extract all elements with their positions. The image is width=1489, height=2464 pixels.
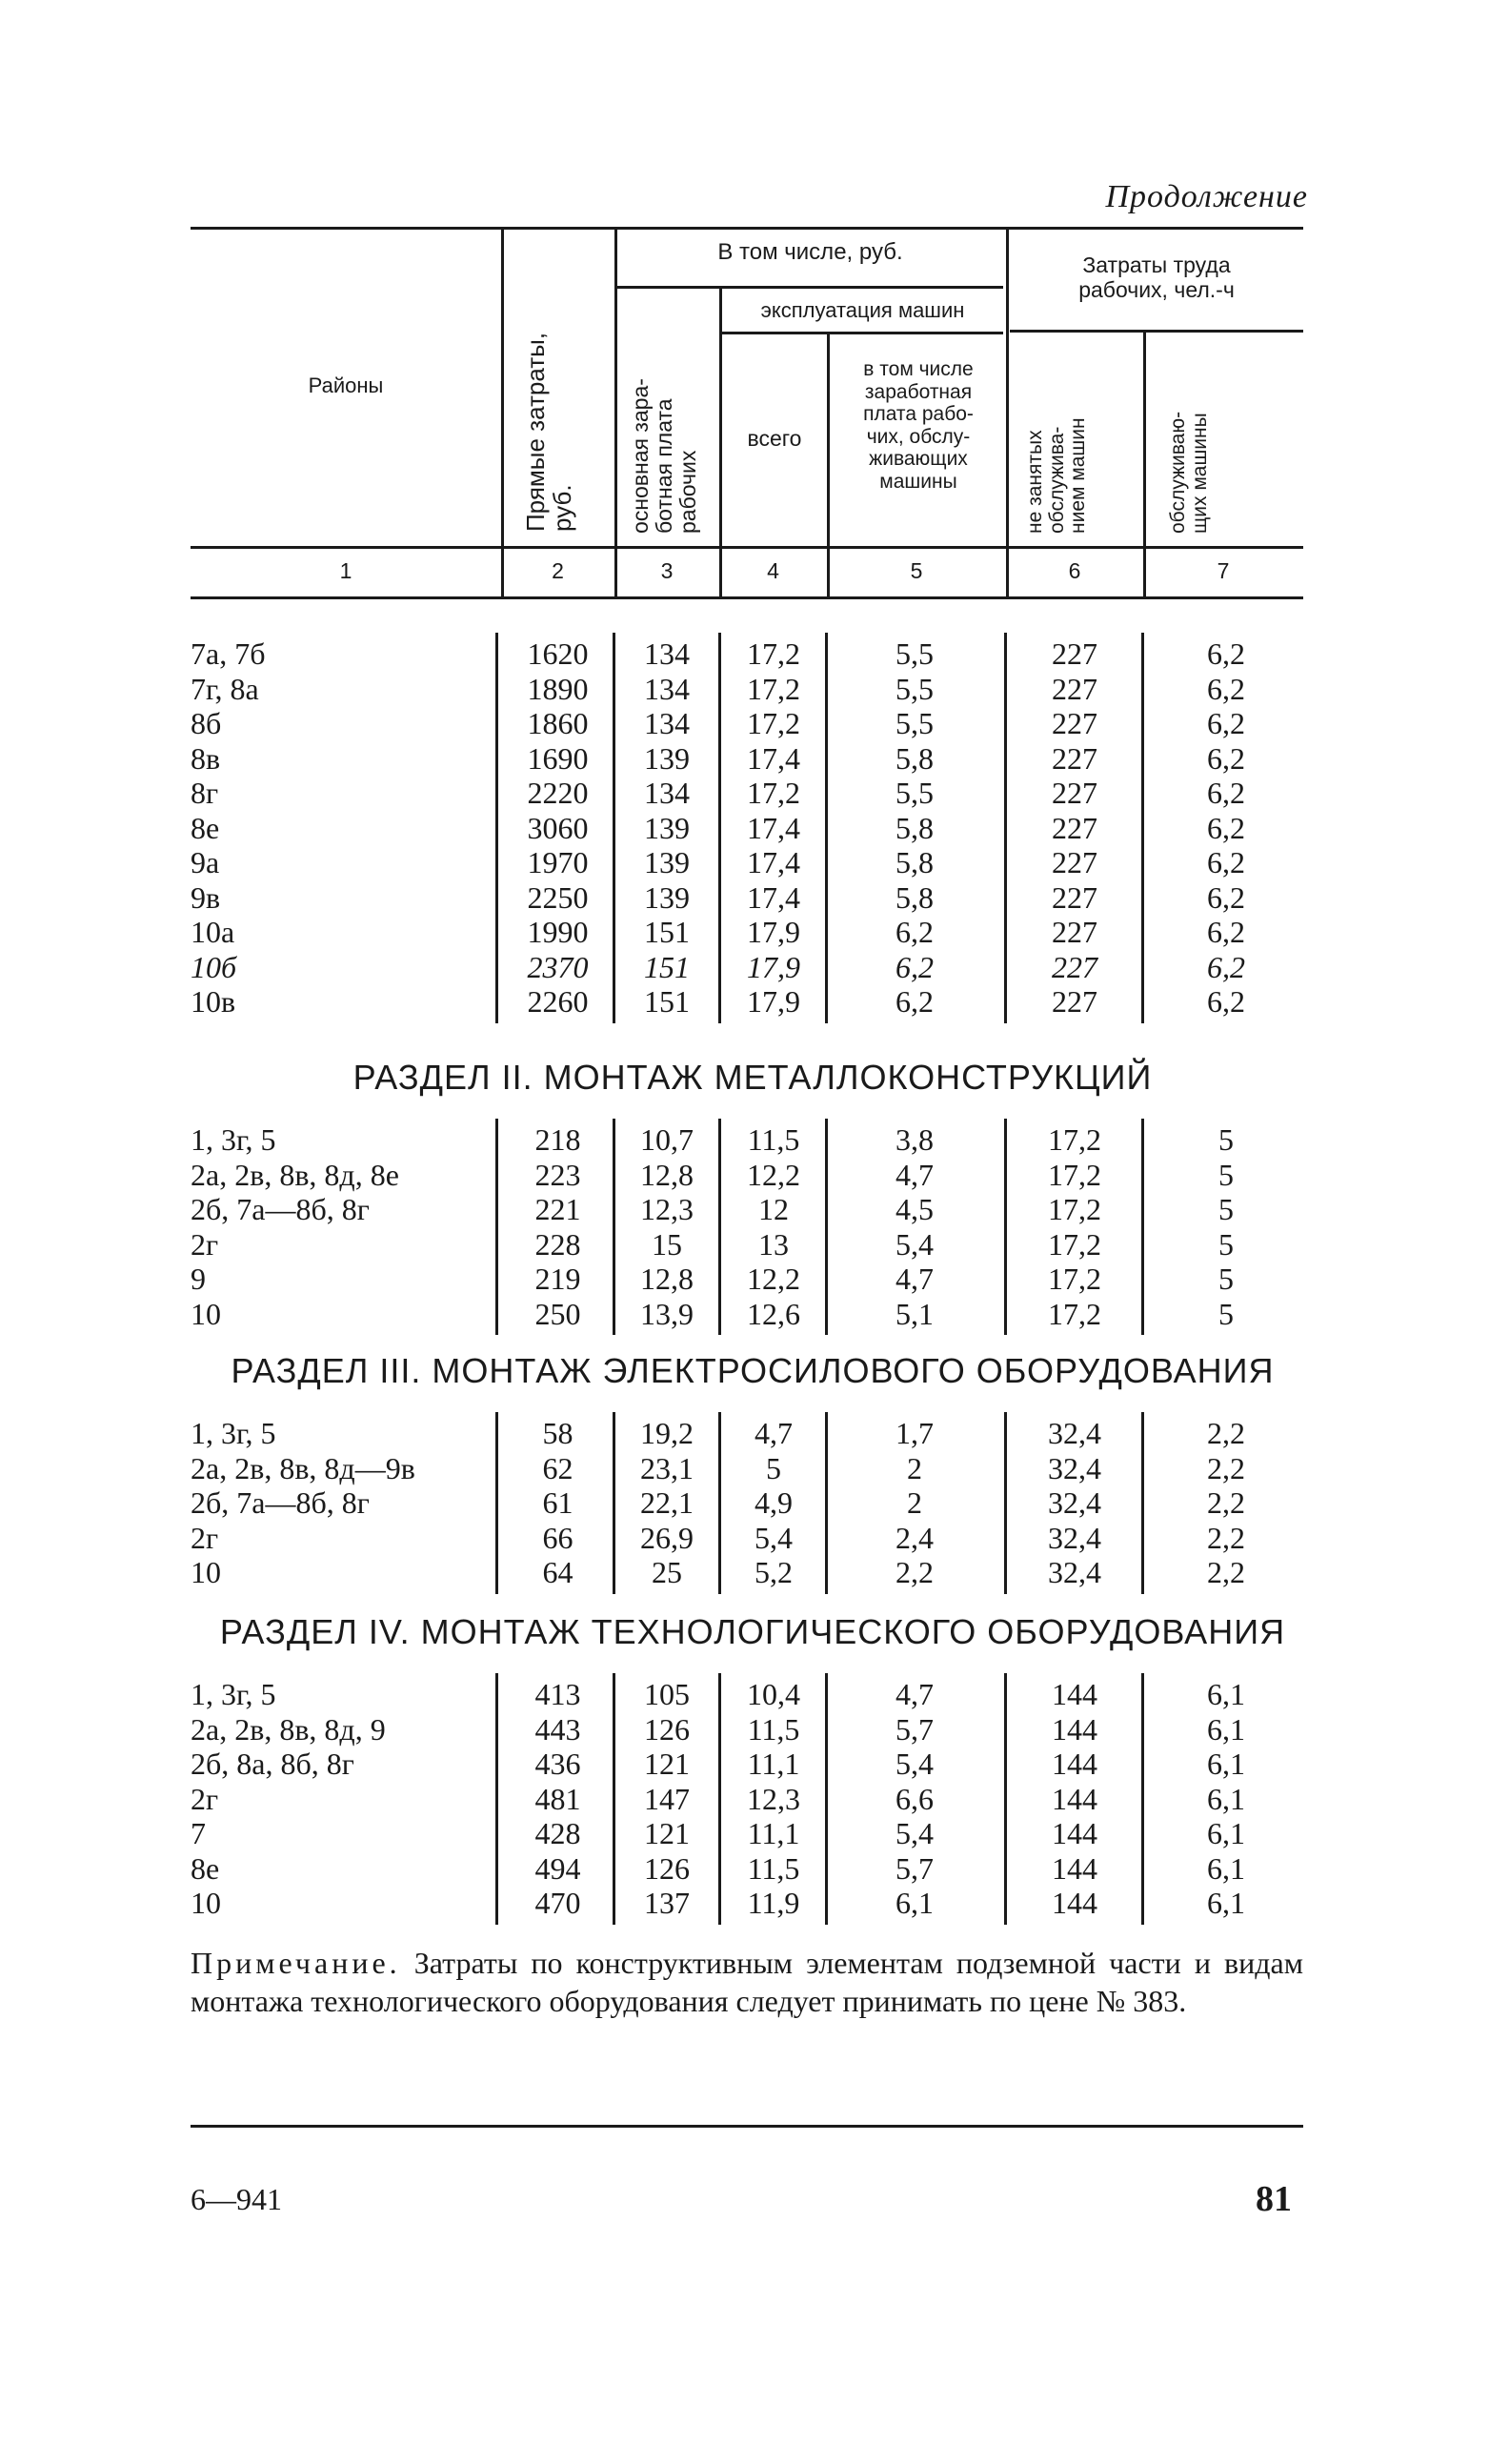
col-number-7: 7 bbox=[1217, 558, 1230, 583]
table-header bbox=[191, 227, 1303, 617]
value-cell: 2,2 bbox=[1207, 1485, 1245, 1520]
value-cell: 227 bbox=[1052, 740, 1097, 776]
value-cell: 428 bbox=[534, 1816, 581, 1850]
value-cell: 12,8 bbox=[640, 1157, 694, 1192]
value-cell: 4,9 bbox=[755, 1485, 793, 1520]
footnote-lead: Примечание. bbox=[191, 1946, 401, 1980]
column-rule bbox=[1004, 1119, 1007, 1335]
region-cell: 2а, 2в, 8в, 8д, 9 bbox=[191, 1711, 386, 1747]
value-cell: 134 bbox=[644, 636, 690, 671]
value-cell: 17,4 bbox=[747, 879, 800, 915]
value-cell: 6,1 bbox=[1207, 1711, 1245, 1747]
value-cell: 134 bbox=[644, 706, 690, 740]
value-cell: 5 bbox=[1218, 1262, 1234, 1296]
value-cell: 139 bbox=[644, 879, 690, 915]
value-cell: 121 bbox=[644, 1747, 690, 1781]
region-cell: 7г, 8а bbox=[191, 671, 259, 706]
value-cell: 5 bbox=[1218, 1296, 1234, 1331]
value-cell: 1990 bbox=[527, 915, 589, 949]
region-cell: 10 bbox=[191, 1555, 221, 1589]
value-cell: 2260 bbox=[527, 984, 589, 1019]
header-including-wage: в том числе заработная плата рабо- чих, обслу- живающих машины bbox=[863, 358, 974, 493]
value-cell: 6,2 bbox=[1207, 671, 1245, 706]
value-cell: 144 bbox=[1052, 1747, 1097, 1781]
footnote-text: Затраты по конструктивным элементам подземной части и видам монтажа технологического оборудования следует принимать по цене № 383. bbox=[191, 1946, 1303, 2018]
region-cell: 10б bbox=[191, 949, 237, 984]
value-cell: 443 bbox=[534, 1711, 581, 1747]
page-number: 81 bbox=[1256, 2179, 1292, 2219]
col-number-6: 6 bbox=[1068, 558, 1081, 583]
value-cell: 137 bbox=[644, 1886, 690, 1920]
header-bottom-rule bbox=[191, 596, 1303, 599]
value-cell: 5 bbox=[1218, 1157, 1234, 1192]
column-rule bbox=[495, 1673, 498, 1925]
value-cell: 11,5 bbox=[747, 1711, 800, 1747]
value-cell: 2220 bbox=[527, 776, 589, 810]
region-cell: 9а bbox=[191, 845, 220, 879]
value-cell: 11,9 bbox=[747, 1886, 800, 1920]
value-cell: 494 bbox=[534, 1850, 581, 1886]
region-cell: 10 bbox=[191, 1296, 221, 1331]
value-cell: 227 bbox=[1052, 706, 1097, 740]
value-cell: 25 bbox=[652, 1555, 682, 1589]
value-cell: 227 bbox=[1052, 879, 1097, 915]
value-cell: 5 bbox=[1218, 1192, 1234, 1226]
value-cell: 2,2 bbox=[1207, 1450, 1245, 1485]
col-divider-4 bbox=[827, 332, 830, 596]
value-cell: 12,2 bbox=[747, 1262, 800, 1296]
value-cell: 17,2 bbox=[747, 706, 800, 740]
header-not-servicing: не занятых обслужива- нием машин bbox=[1024, 417, 1090, 534]
header-labor-costs: Затраты труда рабочих, чел.-ч bbox=[1078, 252, 1235, 302]
header-top-rule bbox=[191, 227, 1303, 230]
value-cell: 139 bbox=[644, 810, 690, 845]
value-cell: 10,4 bbox=[747, 1677, 800, 1711]
value-cell: 4,7 bbox=[895, 1677, 934, 1711]
value-cell: 13,9 bbox=[640, 1296, 694, 1331]
value-cell: 139 bbox=[644, 740, 690, 776]
value-cell: 219 bbox=[534, 1262, 581, 1296]
value-cell: 221 bbox=[534, 1192, 581, 1226]
region-cell: 10 bbox=[191, 1886, 221, 1920]
value-cell: 5,5 bbox=[895, 671, 934, 706]
section-4-title: РАЗДЕЛ IV. МОНТАЖ ТЕХНОЛОГИЧЕСКОГО ОБОРУДОВАНИЯ bbox=[219, 1612, 1286, 1651]
value-cell: 1860 bbox=[527, 706, 589, 740]
value-cell: 227 bbox=[1052, 636, 1097, 671]
column-rule bbox=[1141, 633, 1144, 1023]
value-cell: 12,3 bbox=[747, 1781, 800, 1816]
value-cell: 3,8 bbox=[895, 1122, 934, 1157]
column-rule bbox=[1004, 633, 1007, 1023]
region-cell: 7 bbox=[191, 1816, 206, 1850]
header-regions: Районы bbox=[308, 374, 384, 397]
region-cell: 2б, 7а—8б, 8г bbox=[191, 1192, 370, 1226]
value-cell: 4,5 bbox=[895, 1192, 934, 1226]
region-cell: 2б, 7а—8б, 8г bbox=[191, 1485, 370, 1520]
value-cell: 6,2 bbox=[1207, 879, 1245, 915]
value-cell: 5,5 bbox=[895, 776, 934, 810]
col-number-2: 2 bbox=[552, 558, 564, 583]
region-cell: 2б, 8а, 8б, 8г bbox=[191, 1747, 354, 1781]
value-cell: 144 bbox=[1052, 1781, 1097, 1816]
value-cell: 17,4 bbox=[747, 845, 800, 879]
value-cell: 17,2 bbox=[747, 776, 800, 810]
value-cell: 17,2 bbox=[747, 671, 800, 706]
column-rule bbox=[495, 1119, 498, 1335]
value-cell: 5 bbox=[1218, 1226, 1234, 1262]
value-cell: 134 bbox=[644, 776, 690, 810]
value-cell: 126 bbox=[644, 1711, 690, 1747]
value-cell: 151 bbox=[644, 984, 690, 1019]
value-cell: 227 bbox=[1052, 810, 1097, 845]
value-cell: 6,6 bbox=[895, 1781, 934, 1816]
value-cell: 2,2 bbox=[1207, 1520, 1245, 1555]
value-cell: 5,7 bbox=[895, 1850, 934, 1886]
value-cell: 1890 bbox=[527, 671, 589, 706]
value-cell: 17,2 bbox=[1048, 1296, 1101, 1331]
value-cell: 6,2 bbox=[1207, 915, 1245, 949]
value-cell: 17,9 bbox=[747, 949, 800, 984]
value-cell: 139 bbox=[644, 845, 690, 879]
value-cell: 6,1 bbox=[1207, 1781, 1245, 1816]
value-cell: 223 bbox=[534, 1157, 581, 1192]
col-divider-2 bbox=[614, 227, 617, 596]
value-cell: 6,2 bbox=[1207, 776, 1245, 810]
value-cell: 144 bbox=[1052, 1711, 1097, 1747]
value-cell: 413 bbox=[534, 1677, 581, 1711]
value-cell: 5,4 bbox=[895, 1747, 934, 1781]
machine-rule bbox=[719, 332, 1003, 334]
value-cell: 2250 bbox=[527, 879, 589, 915]
value-cell: 144 bbox=[1052, 1816, 1097, 1850]
col-divider-5 bbox=[1006, 227, 1009, 596]
value-cell: 436 bbox=[534, 1747, 581, 1781]
column-rule bbox=[1141, 1673, 1144, 1925]
region-cell: 2г bbox=[191, 1781, 219, 1816]
region-cell: 2а, 2в, 8в, 8д—9в bbox=[191, 1450, 415, 1485]
value-cell: 4,7 bbox=[895, 1262, 934, 1296]
header-direct-costs: Прямые затраты, руб. bbox=[521, 332, 577, 532]
region-cell: 1, 3г, 5 bbox=[191, 1122, 276, 1157]
region-cell: 9в bbox=[191, 879, 221, 915]
column-rule bbox=[718, 1412, 721, 1594]
value-cell: 61 bbox=[542, 1485, 573, 1520]
value-cell: 19,2 bbox=[640, 1416, 694, 1450]
value-cell: 1970 bbox=[527, 845, 589, 879]
column-rule bbox=[495, 1412, 498, 1594]
value-cell: 64 bbox=[542, 1555, 573, 1589]
value-cell: 5,8 bbox=[895, 810, 934, 845]
value-cell: 58 bbox=[542, 1416, 573, 1450]
value-cell: 6,2 bbox=[1207, 810, 1245, 845]
value-cell: 5,1 bbox=[895, 1296, 934, 1331]
value-cell: 5,5 bbox=[895, 706, 934, 740]
region-cell: 8в bbox=[191, 740, 221, 776]
value-cell: 17,2 bbox=[1048, 1192, 1101, 1226]
value-cell: 228 bbox=[534, 1226, 581, 1262]
footer-rule bbox=[191, 2125, 1303, 2128]
column-rule bbox=[718, 1119, 721, 1335]
value-cell: 147 bbox=[644, 1781, 690, 1816]
section-3-title: РАЗДЕЛ III. МОНТАЖ ЭЛЕКТРОСИЛОВОГО ОБОРУДОВАНИЯ bbox=[231, 1351, 1275, 1390]
value-cell: 2,2 bbox=[1207, 1555, 1245, 1589]
column-rule bbox=[1004, 1673, 1007, 1925]
region-cell: 8г bbox=[191, 776, 219, 810]
header-total: всего bbox=[747, 426, 802, 451]
region-cell: 2а, 2в, 8в, 8д, 8е bbox=[191, 1157, 399, 1192]
value-cell: 6,2 bbox=[1207, 636, 1245, 671]
header-servicing: обслуживаю- щих машины bbox=[1167, 411, 1211, 534]
value-cell: 218 bbox=[534, 1122, 581, 1157]
value-cell: 32,4 bbox=[1048, 1555, 1101, 1589]
value-cell: 5 bbox=[1218, 1122, 1234, 1157]
value-cell: 6,1 bbox=[1207, 1747, 1245, 1781]
value-cell: 32,4 bbox=[1048, 1416, 1101, 1450]
column-rule bbox=[718, 1673, 721, 1925]
value-cell: 17,9 bbox=[747, 915, 800, 949]
col-divider-6 bbox=[1143, 330, 1146, 596]
value-cell: 11,1 bbox=[747, 1816, 800, 1850]
value-cell: 6,2 bbox=[1207, 740, 1245, 776]
value-cell: 6,2 bbox=[895, 984, 934, 1019]
value-cell: 66 bbox=[542, 1520, 573, 1555]
value-cell: 12,8 bbox=[640, 1262, 694, 1296]
value-cell: 22,1 bbox=[640, 1485, 694, 1520]
labor-rule bbox=[1010, 330, 1303, 333]
value-cell: 227 bbox=[1052, 915, 1097, 949]
value-cell: 5,4 bbox=[895, 1816, 934, 1850]
value-cell: 13 bbox=[758, 1226, 789, 1262]
value-cell: 4,7 bbox=[755, 1416, 793, 1450]
column-rule bbox=[1141, 1412, 1144, 1594]
value-cell: 17,2 bbox=[1048, 1122, 1101, 1157]
value-cell: 134 bbox=[644, 671, 690, 706]
region-cell: 7а, 7б bbox=[191, 636, 266, 671]
region-cell: 8б bbox=[191, 706, 222, 740]
value-cell: 105 bbox=[644, 1677, 690, 1711]
value-cell: 227 bbox=[1052, 776, 1097, 810]
value-cell: 5,2 bbox=[755, 1555, 793, 1589]
section-2-title: РАЗДЕЛ II. МОНТАЖ МЕТАЛЛОКОНСТРУКЦИЙ bbox=[352, 1058, 1153, 1097]
region-cell: 10а bbox=[191, 915, 235, 949]
value-cell: 17,2 bbox=[1048, 1262, 1101, 1296]
value-cell: 6,1 bbox=[1207, 1816, 1245, 1850]
value-cell: 12,2 bbox=[747, 1157, 800, 1192]
value-cell: 481 bbox=[534, 1781, 581, 1816]
value-cell: 6,1 bbox=[1207, 1850, 1245, 1886]
continuation-label: Продолжение bbox=[1105, 179, 1308, 214]
value-cell: 1690 bbox=[527, 740, 589, 776]
col-number-5: 5 bbox=[910, 558, 923, 583]
value-cell: 2 bbox=[907, 1485, 922, 1520]
header-machine-operation: эксплуатация машин bbox=[760, 298, 965, 322]
value-cell: 1620 bbox=[527, 636, 589, 671]
col-divider-1 bbox=[501, 227, 504, 596]
footer-code: 6—941 bbox=[191, 2182, 282, 2216]
value-cell: 227 bbox=[1052, 984, 1097, 1019]
value-cell: 17,4 bbox=[747, 810, 800, 845]
value-cell: 2370 bbox=[527, 949, 589, 984]
col-number-4: 4 bbox=[767, 558, 779, 583]
value-cell: 144 bbox=[1052, 1886, 1097, 1920]
column-rule bbox=[1004, 1412, 1007, 1594]
value-cell: 5,5 bbox=[895, 636, 934, 671]
header-including-rub: В том числе, руб. bbox=[717, 239, 903, 265]
region-cell: 8е bbox=[191, 810, 220, 845]
value-cell: 32,4 bbox=[1048, 1450, 1101, 1485]
value-cell: 6,2 bbox=[1207, 949, 1245, 984]
value-cell: 6,2 bbox=[1207, 845, 1245, 879]
value-cell: 62 bbox=[542, 1450, 573, 1485]
col-number-1: 1 bbox=[339, 558, 352, 583]
value-cell: 11,1 bbox=[747, 1747, 800, 1781]
region-cell: 2г bbox=[191, 1520, 219, 1555]
value-cell: 3060 bbox=[527, 810, 589, 845]
value-cell: 32,4 bbox=[1048, 1485, 1101, 1520]
value-cell: 144 bbox=[1052, 1677, 1097, 1711]
value-cell: 5,8 bbox=[895, 740, 934, 776]
value-cell: 17,9 bbox=[747, 984, 800, 1019]
value-cell: 250 bbox=[534, 1296, 581, 1331]
value-cell: 5,8 bbox=[895, 879, 934, 915]
value-cell: 2,4 bbox=[895, 1520, 934, 1555]
value-cell: 10,7 bbox=[640, 1122, 694, 1157]
value-cell: 6,2 bbox=[895, 915, 934, 949]
value-cell: 12,3 bbox=[640, 1192, 694, 1226]
column-rule bbox=[1141, 1119, 1144, 1335]
value-cell: 227 bbox=[1052, 845, 1097, 879]
value-cell: 144 bbox=[1052, 1850, 1097, 1886]
footnote bbox=[191, 1944, 1303, 2020]
value-cell: 151 bbox=[644, 915, 690, 949]
col-number-3: 3 bbox=[660, 558, 674, 583]
including-rule bbox=[617, 286, 1003, 289]
value-cell: 6,2 bbox=[1207, 984, 1245, 1019]
value-cell: 6,2 bbox=[1207, 706, 1245, 740]
value-cell: 6,1 bbox=[1207, 1886, 1245, 1920]
value-cell: 5,8 bbox=[895, 845, 934, 879]
value-cell: 32,4 bbox=[1048, 1520, 1101, 1555]
region-cell: 9 bbox=[191, 1262, 206, 1296]
column-rule bbox=[495, 633, 498, 1023]
column-rule bbox=[825, 633, 828, 1023]
value-cell: 4,7 bbox=[895, 1157, 934, 1192]
region-cell: 1, 3г, 5 bbox=[191, 1416, 276, 1450]
value-cell: 2,2 bbox=[895, 1555, 934, 1589]
value-cell: 17,2 bbox=[1048, 1226, 1101, 1262]
value-cell: 12 bbox=[758, 1192, 789, 1226]
value-cell: 5,4 bbox=[755, 1520, 793, 1555]
value-cell: 151 bbox=[644, 949, 690, 984]
value-cell: 23,1 bbox=[640, 1450, 694, 1485]
value-cell: 6,1 bbox=[895, 1886, 934, 1920]
value-cell: 2,2 bbox=[1207, 1416, 1245, 1450]
region-cell: 2г bbox=[191, 1226, 219, 1262]
value-cell: 17,2 bbox=[1048, 1157, 1101, 1192]
region-cell: 10в bbox=[191, 984, 236, 1019]
value-cell: 2 bbox=[907, 1450, 922, 1485]
value-cell: 126 bbox=[644, 1850, 690, 1886]
value-cell: 5,4 bbox=[895, 1226, 934, 1262]
value-cell: 227 bbox=[1052, 671, 1097, 706]
value-cell: 470 bbox=[534, 1886, 581, 1920]
value-cell: 17,4 bbox=[747, 740, 800, 776]
value-cell: 121 bbox=[644, 1816, 690, 1850]
header-base-wage: основная зара- ботная плата рабочих bbox=[628, 378, 700, 534]
column-rule bbox=[718, 633, 721, 1023]
region-cell: 8е bbox=[191, 1850, 220, 1886]
value-cell: 17,2 bbox=[747, 636, 800, 671]
value-cell: 5,7 bbox=[895, 1711, 934, 1747]
value-cell: 11,5 bbox=[747, 1122, 800, 1157]
value-cell: 227 bbox=[1052, 949, 1097, 984]
value-cell: 6,1 bbox=[1207, 1677, 1245, 1711]
value-cell: 6,2 bbox=[895, 949, 934, 984]
value-cell: 26,9 bbox=[640, 1520, 694, 1555]
column-rule bbox=[825, 1673, 828, 1925]
value-cell: 12,6 bbox=[747, 1296, 800, 1331]
value-cell: 11,5 bbox=[747, 1850, 800, 1886]
column-rule bbox=[825, 1412, 828, 1594]
header-mid-rule bbox=[191, 546, 1303, 549]
column-rule bbox=[825, 1119, 828, 1335]
region-cell: 1, 3г, 5 bbox=[191, 1677, 276, 1711]
value-cell: 5 bbox=[766, 1450, 781, 1485]
value-cell: 1,7 bbox=[895, 1416, 934, 1450]
value-cell: 15 bbox=[652, 1226, 682, 1262]
